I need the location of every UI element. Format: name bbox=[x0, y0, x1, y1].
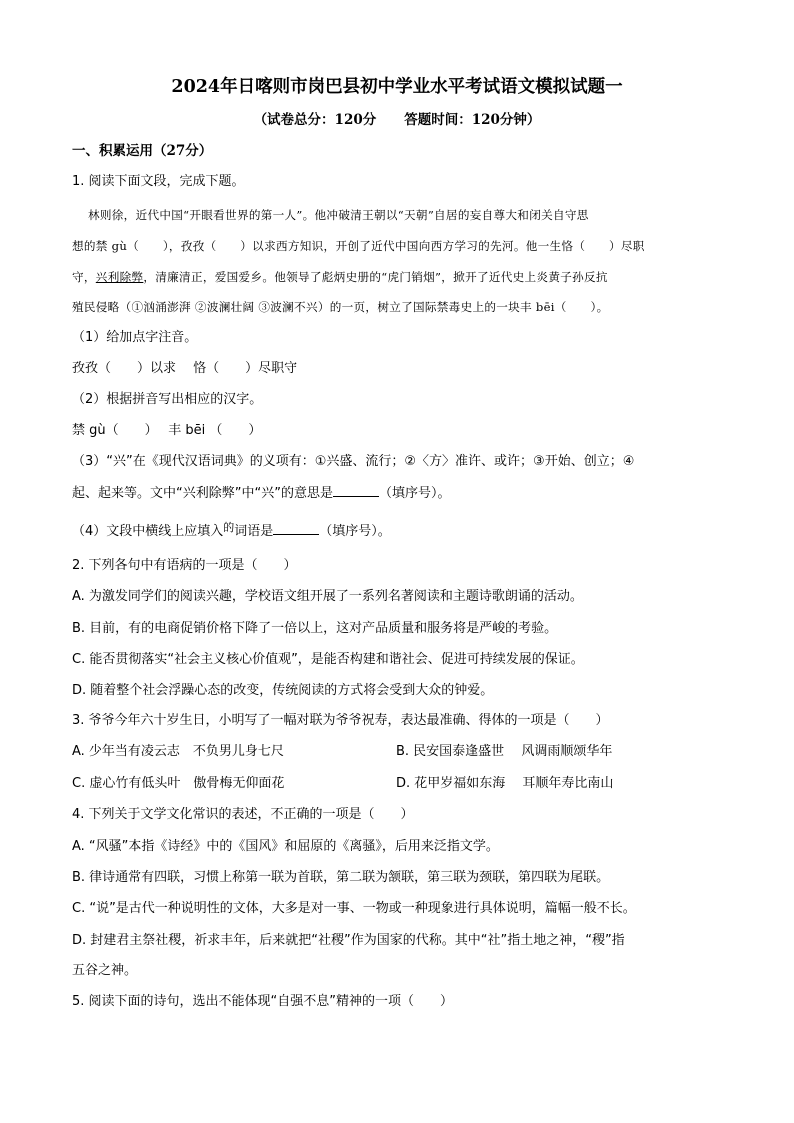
q3-option-b: B. 民安国泰逢盛世 风调雨顺颂华年 bbox=[396, 744, 613, 759]
q2-option-d: D. 随着整个社会浮躁心态的改变，传统阅读的方式将会受到大众的钟爱。 bbox=[72, 683, 494, 698]
q5-stem: 5. 阅读下面的诗句，选出不能体现“自强不息”精神的一项（ ） bbox=[72, 994, 454, 1009]
q1-sub3-line2: 起、起来等。文中“兴利除弊”中“兴”的意思是 （填序号）。 bbox=[72, 486, 451, 501]
q2-option-c: C. 能否贯彻落实“社会主义核心价值观”，是能否构建和谐社会、促进可持续发展的保证。 bbox=[72, 652, 584, 667]
passage-line-4: 殖民侵略（①汹涌澎湃 ②波澜壮阔 ③波澜不兴）的一页，树立了国际禁毒史上的一块丰 bēi（ ）。 bbox=[72, 300, 609, 314]
q4-stem: 4. 下列关于文学文化常识的表述，不正确的一项是（ ） bbox=[72, 807, 414, 822]
q2-option-b: B. 目前，有的电商促销价格下降了一倍以上，这对产品质量和服务将是严峻的考验。 bbox=[72, 621, 558, 636]
page-subtitle bbox=[0, 108, 794, 128]
q3-stem: 3. 爷爷今年六十岁生日，小明写了一幅对联为爷爷祝寿，表达最准确、得体的一项是（ ） bbox=[72, 713, 609, 728]
underlined-phrase: 兴利除弊 bbox=[95, 270, 144, 284]
q4-option-a: A. “风骚”本指《诗经》中的《国风》和屈原的《离骚》，后用来泛指文学。 bbox=[72, 839, 499, 854]
passage-line-1: 林则徐，近代中国“开眼看世界的第一人”。他冲破清王朝以“天朝”自居的妄自尊大和闭关自守思 bbox=[88, 208, 589, 222]
q4-option-d: D. 封建君主祭社稷，祈求丰年，后来就把“社稷”作为国家的代称。其中“社”指土地之神，“稷”指 bbox=[72, 933, 625, 948]
q1-sub2-items: 禁 gù（ ） 丰 bēi （ ） bbox=[72, 423, 262, 438]
answer-blank[interactable] bbox=[333, 484, 379, 497]
page-title: 2024年日喀则市岗巴县初中学业水平考试语文模拟试题一 bbox=[171, 77, 623, 97]
passage-line-2: 想的禁 gù（ ），孜孜（ ）以求西方知识，开创了近代中国向西方学习的先河。他一生恪（ ）尽职 bbox=[72, 239, 645, 253]
q1-sub2: （2）根据拼音写出相应的汉字。 bbox=[72, 392, 263, 407]
q3-option-c: C. 虚心竹有低头叶 傲骨梅无仰面花 bbox=[72, 776, 285, 791]
section-heading: 一、积累运用（27分） bbox=[72, 143, 213, 159]
q4-option-c: C. “说”是古代一种说明性的文体，大多是对一事、一物或一种现象进行具体说明，篇幅一般不长。 bbox=[72, 901, 636, 916]
q1-stem: 1. 阅读下面文段，完成下题。 bbox=[72, 174, 245, 189]
q3-option-a: A. 少年当有凌云志 不负男儿身七尺 bbox=[72, 744, 284, 759]
q1-sub1-items: 孜孜（ ）以求 恪（ ）尽职守 bbox=[72, 361, 298, 376]
time-limit: 答题时间：120分钟） bbox=[404, 112, 541, 128]
q1-sub3-line1: （3）“兴”在《现代汉语词典》的义项有：①兴盛、流行；②〈方〉准许、或许；③开始、创立；④ bbox=[72, 454, 635, 469]
total-score: （试卷总分：120分 bbox=[253, 112, 377, 128]
q4-option-b: B. 律诗通常有四联，习惯上称第一联为首联，第二联为颔联，第三联为颈联，第四联为尾联。 bbox=[72, 870, 610, 885]
q4-option-d-cont: 五谷之神。 bbox=[72, 963, 138, 978]
q3-option-d: D. 花甲岁福如东海 耳顺年寿比南山 bbox=[396, 776, 614, 791]
answer-blank[interactable] bbox=[273, 522, 319, 535]
q1-sub4: （4）文段中横线上应填入$^的$词语是 （填序号）。 bbox=[72, 521, 391, 539]
q1-sub1: （1）给加点字注音。 bbox=[72, 330, 198, 345]
q2-option-a: A. 为激发同学们的阅读兴趣，学校语文组开展了一系列名著阅读和主题诗歌朗诵的活动。 bbox=[72, 589, 583, 604]
q2-stem: 2. 下列各句中有语病的一项是（ ） bbox=[72, 558, 297, 573]
passage-line-3: 守，兴利除弊，清廉清正，爱国爱乡。他领导了彪炳史册的“虎门销烟”，掀开了近代史上炎黄子孙反抗 bbox=[72, 270, 608, 284]
